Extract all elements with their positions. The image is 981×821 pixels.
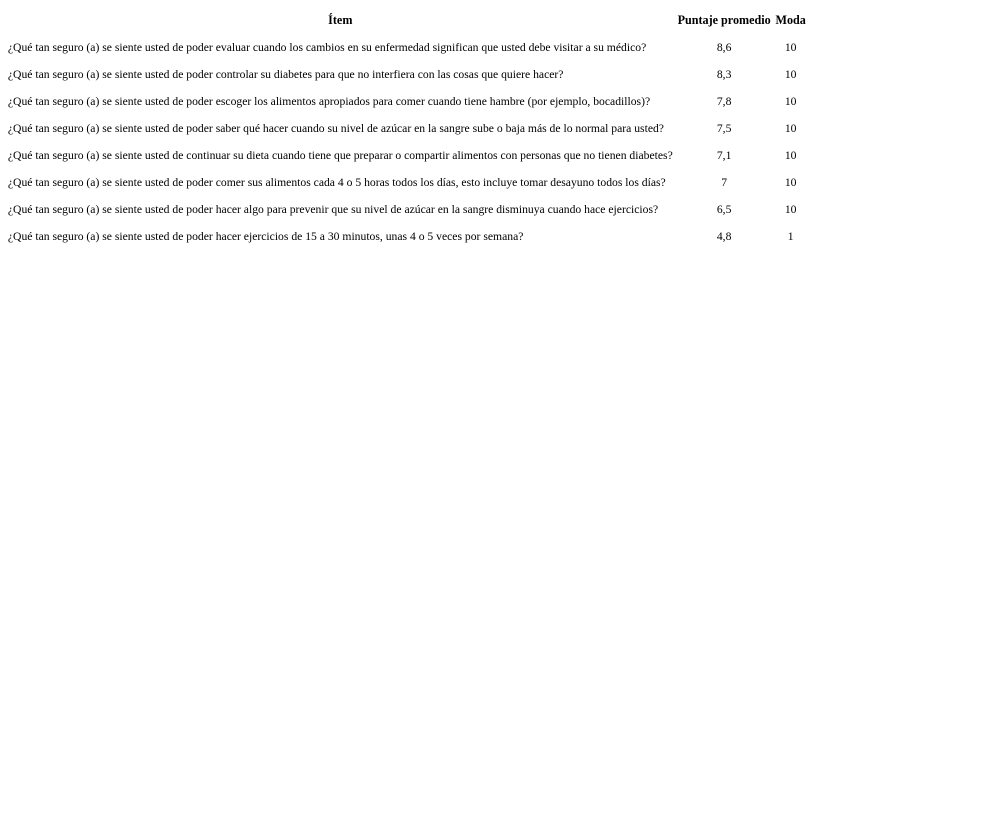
score-cell: 7,8	[716, 93, 732, 108]
item-cell: ¿Qué tan seguro (a) se siente usted de poder comer sus alimentos cada 4 o 5 horas todos los días, esto incluye tomar desayuno todos los días?	[7, 174, 666, 189]
score-cell: 6,5	[716, 201, 732, 216]
score-cell: 8,3	[716, 66, 732, 81]
score-cell: 4,8	[716, 228, 732, 243]
header-average-score: Puntaje promedio	[677, 12, 771, 27]
header-mode: Moda	[775, 12, 806, 27]
score-cell: 7	[721, 174, 728, 189]
score-cell: 8,6	[716, 39, 732, 54]
table-row	[7, 170, 807, 194]
table-row	[7, 62, 807, 86]
table-row	[7, 143, 807, 167]
mode-cell: 10	[784, 66, 797, 81]
item-cell: ¿Qué tan seguro (a) se siente usted de poder controlar su diabetes para que no interfiera con las cosas que quiere hacer?	[7, 66, 564, 81]
item-cell: ¿Qué tan seguro (a) se siente usted de poder saber qué hacer cuando su nivel de azúcar en la sangre sube o baja más de lo normal para usted?	[7, 120, 664, 135]
item-cell: ¿Qué tan seguro (a) se siente usted de poder escoger los alimentos apropiados para comer cuando tiene hambre (por ejemplo, bocadillos)?	[7, 93, 651, 108]
table-row	[7, 89, 807, 113]
score-cell: 7,1	[716, 147, 732, 162]
table-row	[7, 197, 807, 221]
item-cell: ¿Qué tan seguro (a) se siente usted de poder evaluar cuando los cambios en su enfermedad significan que usted debe visitar a su médico?	[7, 39, 647, 54]
table-row	[7, 35, 807, 59]
self-efficacy-table	[4, 5, 810, 251]
mode-cell: 1	[787, 228, 794, 243]
table-body	[7, 35, 807, 248]
table-header-row	[7, 8, 807, 32]
mode-cell: 10	[784, 174, 797, 189]
mode-cell: 10	[784, 201, 797, 216]
table-row	[7, 116, 807, 140]
item-cell: ¿Qué tan seguro (a) se siente usted de continuar su dieta cuando tiene que preparar o compartir alimentos con personas que no tienen diabetes?	[7, 147, 673, 162]
mode-cell: 10	[784, 93, 797, 108]
header-item: Ítem	[328, 12, 353, 27]
table-row	[7, 224, 807, 248]
mode-cell: 10	[784, 120, 797, 135]
score-cell: 7,5	[716, 120, 732, 135]
item-cell: ¿Qué tan seguro (a) se siente usted de poder hacer ejercicios de 15 a 30 minutos, unas 4 o 5 veces por semana?	[7, 228, 524, 243]
mode-cell: 10	[784, 39, 797, 54]
item-cell: ¿Qué tan seguro (a) se siente usted de poder hacer algo para prevenir que su nivel de azúcar en la sangre disminuya cuando hace ejercicios?	[7, 201, 659, 216]
table-container	[4, 5, 835, 251]
mode-cell: 10	[784, 147, 797, 162]
